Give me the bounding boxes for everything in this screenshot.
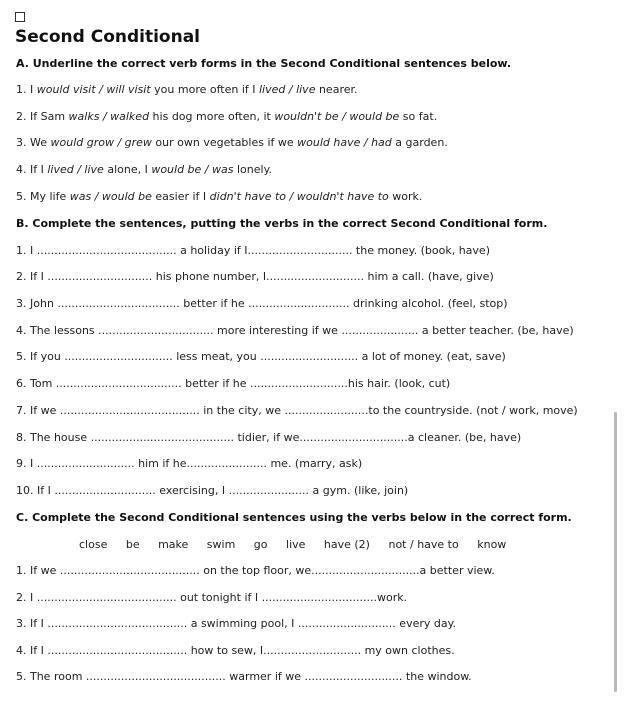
section-b-item-2: 2. If I .............................. his phone number, I............................ him a call. (have, give) [16, 270, 494, 283]
word-bank-item: make [158, 538, 189, 551]
section-c-item-1: 1. If we ........................................ on the top floor, we...............................a better view. [16, 564, 495, 577]
section-b-item-4: 4. The lessons ................................. more interesting if we ...................... a better teacher. (be, have) [16, 324, 574, 337]
vertical-scrollbar[interactable] [614, 412, 617, 692]
section-c-item-2: 2. I ........................................ out tonight if I .................................work. [16, 591, 408, 604]
section-a-heading: A. Underline the correct verb forms in the Second Conditional sentences below. [16, 57, 512, 70]
section-b-item-8: 8. The house ......................................... tidier, if we...............................a cleaner. (be, have) [16, 431, 522, 444]
section-a-item-3: 3. We would grow / grew our own vegetables if we would have / had a garden. [16, 136, 448, 149]
section-c-item-3: 3. If I ........................................ a swimming pool, I ............................ every day. [16, 617, 457, 630]
section-c-heading: C. Complete the Second Conditional sentences using the verbs below in the correct form. [16, 511, 572, 524]
word-bank-item: live [286, 538, 306, 551]
section-c-item-5: 5. The room ........................................ warmer if we ............................ the window. [16, 670, 472, 683]
section-a-item-1: 1. I would visit / will visit you more often if I lived / live nearer. [16, 83, 358, 96]
section-b-item-9: 9. I ............................ him if he....................... me. (marry, ask) [16, 457, 363, 470]
word-bank [79, 538, 506, 551]
word-bank-item: not / have to [388, 538, 459, 551]
section-b-item-3: 3. John ................................... better if he ............................. drinking alcohol. (feel, stop) [16, 297, 508, 310]
section-a-item-5: 5. My life was / would be easier if I didn't have to / wouldn't have to work. [16, 190, 423, 203]
section-b-item-1: 1. I ........................................ a holiday if I.............................. the money. (book, have) [16, 244, 490, 257]
page-title: Second Conditional [15, 27, 201, 47]
word-bank-item: close [79, 538, 108, 551]
section-b-item-5: 5. If you ............................... less meat, you ............................ a lot of money. (eat, save) [16, 350, 506, 363]
word-bank-item: go [253, 538, 268, 551]
section-b-item-7: 7. If we ........................................ in the city, we ........................to the countryside. (not / work, move) [16, 404, 578, 417]
word-bank-item: swim [206, 538, 236, 551]
section-c-item-4: 4. If I ........................................ how to sew, I............................ my own clothes. [16, 644, 455, 657]
word-bank-item: be [125, 538, 140, 551]
section-b-heading: B. Complete the sentences, putting the verbs in the correct Second Conditional form. [16, 217, 548, 230]
checkbox[interactable] [15, 12, 25, 22]
section-a-item-4: 4. If I lived / live alone, I would be / was lonely. [16, 163, 273, 176]
word-bank-item: know [477, 538, 507, 551]
section-b-item-6: 6. Tom .................................... better if he ............................his hair. (look, cut) [16, 377, 451, 390]
section-b-item-10: 10. If I ............................. exercising, I ....................... a gym. (like, join) [16, 484, 409, 497]
section-a-item-2: 2. If Sam walks / walked his dog more often, it wouldn't be / would be so fat. [16, 110, 438, 123]
word-bank-item: have (2) [323, 538, 370, 551]
